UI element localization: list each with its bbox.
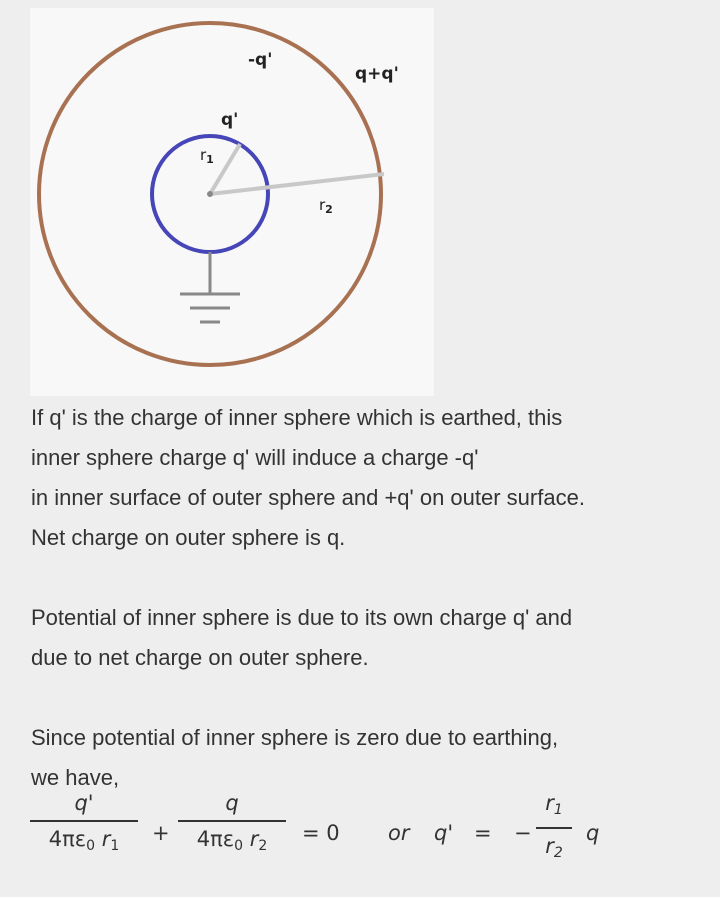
radius-r2-line: [210, 174, 384, 194]
fraction-outer-charge-term: [178, 790, 286, 859]
text-line: inner sphere charge q' will induce a charge -q': [31, 445, 479, 470]
result-minus: −: [514, 821, 532, 845]
fraction-numerator: q: [225, 791, 239, 815]
fraction-denominator: $4\pi\varepsilon_0$ $r_1$: [48, 827, 120, 854]
fraction-denominator: $r_2$: [545, 834, 563, 861]
or-word: or: [388, 821, 410, 845]
equals-zero: = 0: [302, 821, 340, 845]
result-tail-charge: q: [586, 821, 600, 845]
r1-label: $r_1$: [200, 146, 214, 166]
fraction-inner-charge-term: [30, 790, 138, 859]
text-line: we have,: [31, 765, 120, 790]
result-lhs: q': [434, 821, 454, 845]
inner-charge-label: q': [221, 110, 239, 130]
radius-r1-line: [210, 144, 240, 194]
text-line: Net charge on outer sphere is q.: [31, 525, 346, 550]
fraction-denominator: $4\pi\varepsilon_0$ $r_2$: [196, 827, 268, 854]
fraction-numerator: q': [74, 791, 94, 815]
fraction-numerator: $r_1$: [545, 791, 563, 818]
result-equals: =: [474, 821, 492, 845]
text-line: due to net charge on outer sphere.: [31, 645, 369, 670]
text-line: Since potential of inner sphere is zero due to earthing,: [31, 725, 559, 750]
plus-sign: +: [152, 821, 170, 845]
paragraph-earthing-zero: [31, 718, 701, 798]
text-line: Potential of inner sphere is due to its own charge q' and: [31, 605, 573, 630]
r2-label: $r_2$: [319, 196, 333, 216]
potential-equation: [30, 788, 650, 878]
outer-inner-charge-label: -q': [248, 50, 273, 70]
ground-symbol: [180, 252, 240, 322]
text-line: If q' is the charge of inner sphere which is earthed, this: [31, 405, 563, 430]
center-point: [207, 191, 213, 197]
fraction-radius-ratio: [536, 790, 572, 866]
concentric-spheres-figure: [30, 8, 434, 396]
paragraph-earthed-inner-sphere: [31, 398, 701, 558]
paragraph-potential-inner-sphere: [31, 598, 701, 678]
fraction-bar: [536, 827, 572, 829]
fraction-bar: [30, 820, 138, 822]
text-line: in inner surface of outer sphere and +q' on outer surface.: [31, 485, 585, 510]
outer-surface-charge-label: q+q': [355, 64, 399, 84]
fraction-bar: [178, 820, 286, 822]
